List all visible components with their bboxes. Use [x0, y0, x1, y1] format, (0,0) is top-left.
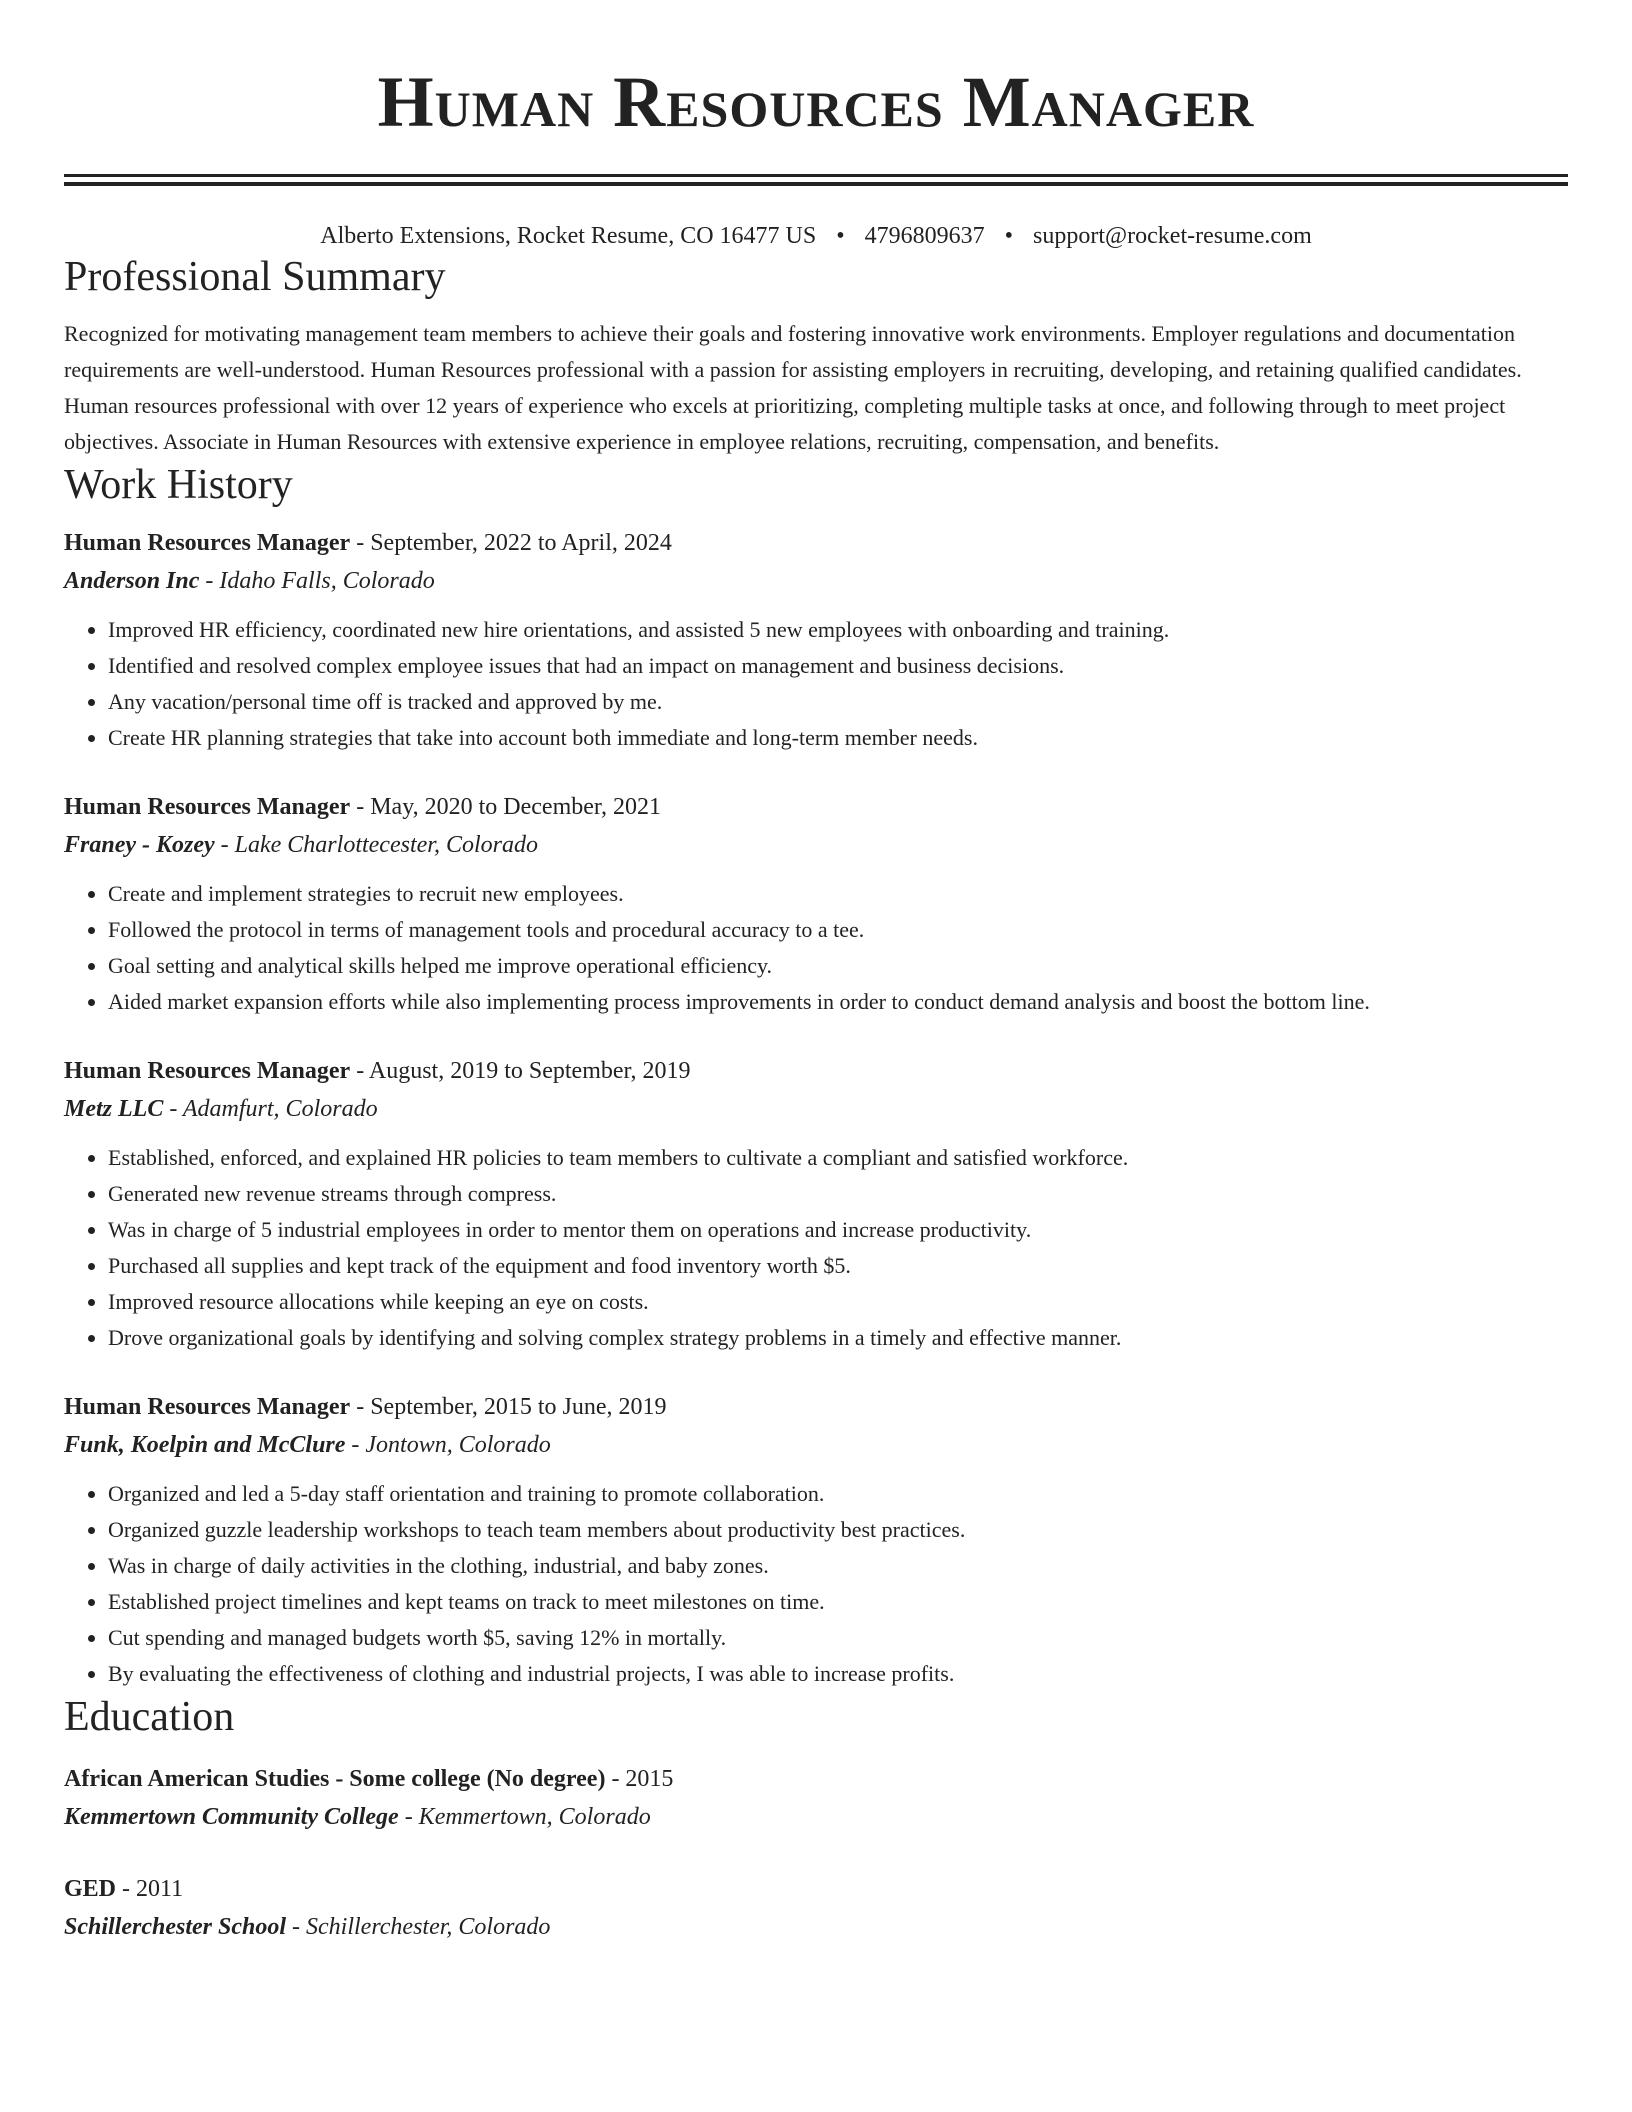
job-company: Funk, Koelpin and McClure — [64, 1432, 346, 1458]
job-dates: - May, 2020 to December, 2021 — [356, 794, 661, 820]
job-duty: • By evaluating the effectiveness of clothing and industrial projects, I was able to increase profits. — [108, 1656, 1568, 1692]
job-duty: • Generated new revenue streams through compress. — [108, 1176, 1568, 1212]
job-entry — [64, 1052, 1568, 1356]
job-duty: • Was in charge of 5 industrial employees in order to mentor them on operations and increase productivity. — [108, 1212, 1568, 1248]
job-duty: • Followed the protocol in terms of management tools and procedural accuracy to a tee. — [108, 912, 1568, 948]
job-title-line — [64, 1052, 1568, 1090]
job-dates: - August, 2019 to September, 2019 — [356, 1058, 691, 1084]
resume-title: Human Resources Manager — [377, 62, 1255, 142]
contact-phone: 4796809637 — [864, 223, 985, 249]
job-location: - Idaho Falls, Colorado — [205, 568, 435, 594]
job-location: - Lake Charlottecester, Colorado — [220, 832, 538, 858]
job-location: - Jontown, Colorado — [351, 1432, 551, 1458]
job-duty: • Was in charge of daily activities in the clothing, industrial, and baby zones. — [108, 1548, 1568, 1584]
job-entry — [64, 1388, 1568, 1692]
job-duty: • Cut spending and managed budgets worth $5, saving 12% in mortally. — [108, 1620, 1568, 1656]
job-duty: • Goal setting and analytical skills helped me improve operational efficiency. — [108, 948, 1568, 984]
job-duties-list — [64, 612, 1568, 756]
job-entry — [64, 524, 1568, 756]
education-degree-line — [64, 1870, 1568, 1908]
job-role: Human Resources Manager — [64, 530, 351, 556]
job-title-line — [64, 1388, 1568, 1426]
job-duty: • Any vacation/personal time off is tracked and approved by me. — [108, 684, 1568, 720]
job-duties-list — [64, 1140, 1568, 1356]
education-heading: Education — [64, 1694, 235, 1740]
job-duty: • Established, enforced, and explained HR policies to team members to cultivate a compliant and satisfied workforce. — [108, 1140, 1568, 1176]
job-entry — [64, 788, 1568, 1020]
job-duty: • Identified and resolved complex employee issues that had an impact on management and business decisions. — [108, 648, 1568, 684]
job-dates: - September, 2015 to June, 2019 — [356, 1394, 667, 1420]
job-duty: • Purchased all supplies and kept track of the equipment and food inventory worth $5. — [108, 1248, 1568, 1284]
job-company-line — [64, 1426, 1568, 1464]
job-duty: • Create and implement strategies to recruit new employees. — [108, 876, 1568, 912]
job-role: Human Resources Manager — [64, 1394, 351, 1420]
resume-page — [64, 0, 1568, 1946]
education-school: Schillerchester School — [64, 1914, 287, 1940]
job-duty: • Drove organizational goals by identifying and solving complex strategy problems in a timely and effective manner. — [108, 1320, 1568, 1356]
education-school: Kemmertown Community College — [64, 1804, 399, 1830]
contact-email: support@rocket-resume.com — [1033, 223, 1312, 249]
job-duties-list — [64, 876, 1568, 1020]
job-duty: • Organized guzzle leadership workshops to teach team members about productivity best practices. — [108, 1512, 1568, 1548]
education-school-line — [64, 1908, 1568, 1946]
job-duty: • Aided market expansion efforts while also implementing process improvements in order to conduct demand analysis and boost the bottom line. — [108, 984, 1568, 1020]
job-duties-list — [64, 1476, 1568, 1692]
job-title-line — [64, 788, 1568, 826]
contact-separator: • — [1004, 223, 1014, 249]
job-duty: • Improved HR efficiency, coordinated new hire orientations, and assisted 5 new employees with onboarding and training. — [108, 612, 1568, 648]
header-rule-bottom — [64, 182, 1568, 186]
education-degree: African American Studies - Some college (No degree) — [64, 1766, 606, 1792]
education-location: - Schillerchester, Colorado — [292, 1914, 551, 1940]
education-degree-line — [64, 1760, 1568, 1798]
job-duty: • Improved resource allocations while keeping an eye on costs. — [108, 1284, 1568, 1320]
education-year: - 2011 — [122, 1876, 184, 1902]
work-history-heading: Work History — [64, 462, 293, 508]
job-duty: • Established project timelines and kept teams on track to meet milestones on time. — [108, 1584, 1568, 1620]
education-entry — [64, 1760, 1568, 1836]
summary-heading: Professional Summary — [64, 254, 446, 300]
education-degree: GED — [64, 1876, 117, 1902]
education-school-line — [64, 1798, 1568, 1836]
contact-separator: • — [836, 223, 845, 249]
job-role: Human Resources Manager — [64, 1058, 351, 1084]
job-location: - Adamfurt, Colorado — [169, 1096, 378, 1122]
education-location: - Kemmertown, Colorado — [404, 1804, 651, 1830]
job-title-line — [64, 524, 1568, 562]
job-role: Human Resources Manager — [64, 794, 351, 820]
job-company: Franey - Kozey — [64, 832, 215, 858]
job-company-line — [64, 1090, 1568, 1128]
job-duty: • Organized and led a 5-day staff orientation and training to promote collaboration. — [108, 1476, 1568, 1512]
header-rule-top — [64, 174, 1568, 177]
job-company: Anderson Inc — [64, 568, 200, 594]
job-duty: • Create HR planning strategies that take into account both immediate and long-term member needs. — [108, 720, 1568, 756]
job-company: Metz LLC — [64, 1096, 164, 1122]
summary-text: Recognized for motivating management team members to achieve their goals and fostering innovative work environments. Employer regulations and documentation requirements are well-understood. Human Resources professional with a passion for assisting employers in recruiting, developing, and retaining qualified candidates. Human resources professional with over 12 years of experience who excels at prioritizing, completing multiple tasks at once, and following through to meet project objectives. Associate in Human Resources with extensive experience in employee relations, recruiting, compensation, and benefits. — [64, 321, 1522, 454]
contact-address: Alberto Extensions, Rocket Resume, CO 16477 US — [320, 223, 817, 249]
job-company-line — [64, 562, 1568, 600]
job-dates: - September, 2022 to April, 2024 — [356, 530, 672, 556]
contact-line — [64, 220, 1568, 252]
job-company-line — [64, 826, 1568, 864]
education-entry — [64, 1870, 1568, 1946]
education-year: - 2015 — [611, 1766, 674, 1792]
